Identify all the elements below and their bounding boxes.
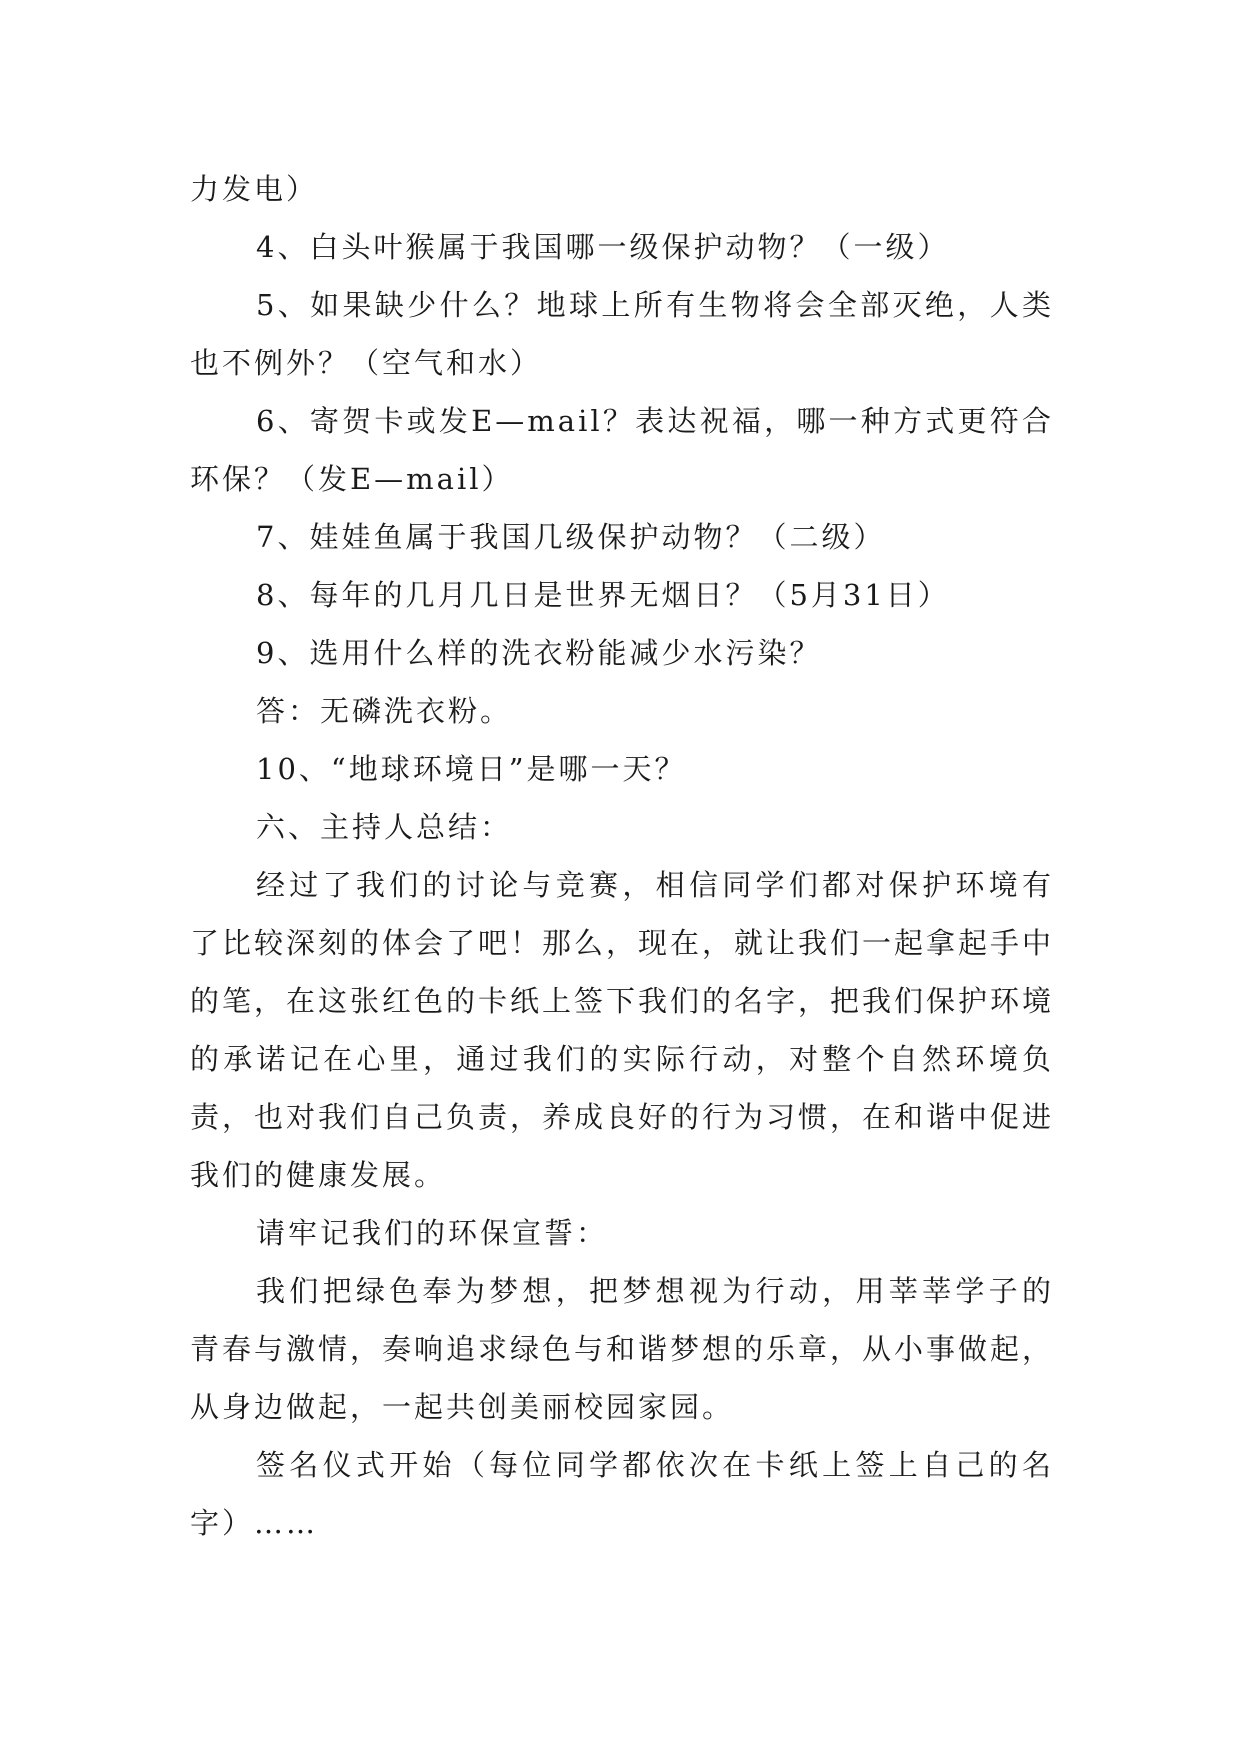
paragraph-continuation: 力发电） <box>190 172 319 206</box>
question-5: 5、如果缺少什么？地球上所有生物将会全部灭绝，人类也不例外？（空气和水） <box>190 288 1054 380</box>
answer-9: 答：无磷洗衣粉。 <box>256 694 513 728</box>
question-9: 9、选用什么样的洗衣粉能减少水污染？ <box>256 636 822 670</box>
question-6: 6、寄贺卡或发E—mail？表达祝福，哪一种方式更符合环保？（发E—mail） <box>190 404 1054 496</box>
oath-paragraph: 我们把绿色奉为梦想，把梦想视为行动，用莘莘学子的青春与激情，奏响追求绿色与和谐梦想的乐章，从小事做起，从身边做起，一起共创美丽校园家园。 <box>190 1274 1055 1424</box>
question-7: 7、娃娃鱼属于我国几级保护动物？（二级） <box>256 520 886 554</box>
document-page <box>190 160 1054 1552</box>
question-8: 8、每年的几月几日是世界无烟日？（5月31日） <box>256 578 950 612</box>
signing-ceremony: 签名仪式开始（每位同学都依次在卡纸上签上自己的名字）…… <box>190 1448 1054 1540</box>
section-heading-summary: 六、主持人总结： <box>256 810 513 844</box>
question-4: 4、白头叶猴属于我国哪一级保护动物？（一级） <box>256 230 950 264</box>
oath-intro: 请牢记我们的环保宣誓： <box>256 1216 609 1250</box>
summary-paragraph: 经过了我们的讨论与竞赛，相信同学们都对保护环境有了比较深刻的体会了吧！那么，现在，就让我们一起拿起手中的笔，在这张红色的卡纸上签下我们的名字，把我们保护环境的承诺记在心里，通过我们的实际行动，对整个自然环境负责，也对我们自己负责，养成良好的行为习惯，在和谐中促进我们的健康发展。 <box>190 868 1055 1192</box>
question-10: 10、“地球环境日”是哪一天？ <box>256 752 687 786</box>
